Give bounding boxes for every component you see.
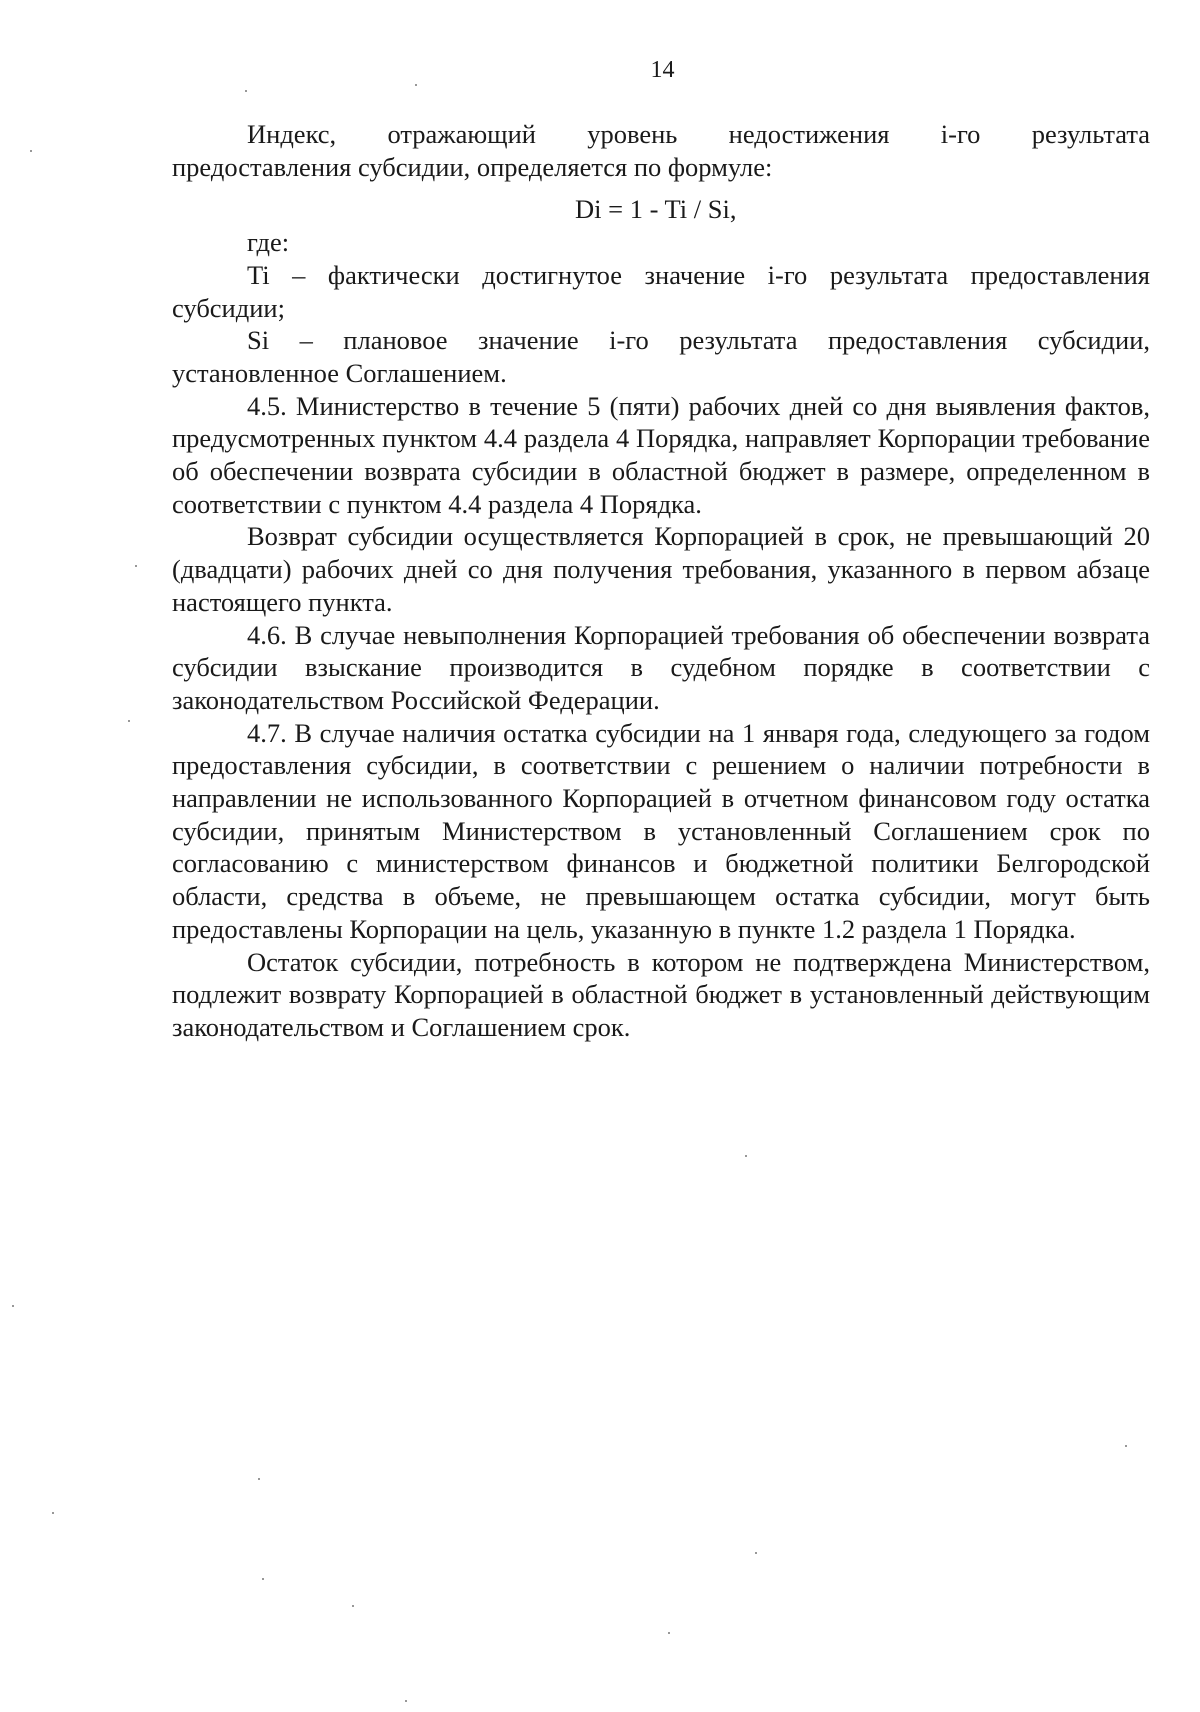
scan-speck — [352, 1605, 354, 1607]
scan-speck — [755, 1552, 757, 1554]
scan-speck — [135, 565, 137, 567]
formula: Di = 1 - Ti / Si, — [575, 194, 737, 225]
scan-speck — [262, 1578, 264, 1580]
paragraph-4-5: 4.5. Министерство в течение 5 (пяти) рабочих дней со дня выявления фактов, предусмотренных пунктом 4.4 раздела 4 Порядка, направляет Корпорации требование об обеспечении возврата субсидии в областной бюджет в размере, определенном в соответствии с пунктом 4.4 раздела 4 Порядка. — [172, 390, 1150, 519]
definition-ti: Ti – фактически достигнутое значение i-го результата предоставления субсидии; — [172, 259, 1150, 323]
scan-speck — [745, 1155, 747, 1157]
paragraph-4-6: 4.6. В случае невыполнения Корпорацией требования об обеспечении возврата субсидии взыскание производится в судебном порядке в соответствии с законодательством Российской Федерации. — [172, 619, 1150, 715]
paragraph-4-7: 4.7. В случае наличия остатка субсидии на 1 января года, следующего за годом предоставления субсидии, в соответствии с решением о наличии потребности в направлении не использованного Корпорацией в отчетном финансовом году остатка субсидии, принятым Министерством в установленный Соглашением срок по согласованию с министерством финансов и бюджетной политики Белгородской области, средства в объеме, не превышающем остатка субсидии, могут быть предоставлены Корпорации на цель, указанную в пункте 1.2 раздела 1 Порядка. — [172, 717, 1150, 944]
scan-speck — [12, 1305, 14, 1307]
scan-speck — [405, 1700, 407, 1702]
scan-speck — [245, 90, 247, 92]
paragraph-index-intro-line2: предоставления субсидии, определяется по формуле: — [172, 151, 773, 182]
where-label: где: — [247, 227, 290, 258]
scan-speck — [128, 720, 130, 722]
document-body — [172, 118, 1150, 1044]
scan-speck — [1125, 1445, 1127, 1447]
scan-speck — [30, 150, 32, 152]
definition-si: Si – плановое значение i-го результата предоставления субсидии, установленное Соглашением. — [172, 325, 1150, 388]
scan-speck — [415, 84, 417, 86]
paragraph-index-intro-line1: Индекс, отражающий уровень недостижения i-го результата — [247, 119, 1150, 149]
scan-speck — [258, 1478, 260, 1480]
paragraph-return: Возврат субсидии осуществляется Корпорацией в срок, не превышающий 20 (двадцати) рабочих дней со дня получения требования, указанного в первом абзаце настоящего пункта. — [172, 521, 1150, 617]
page-number: 14 — [650, 57, 675, 83]
scan-speck — [52, 1512, 54, 1514]
scan-speck — [668, 1632, 670, 1634]
paragraph-remainder: Остаток субсидии, потребность в котором не подтверждена Министерством, подлежит возврату Корпорацией в областной бюджет в установленный действующим законодательством и Соглашением срок. — [172, 946, 1150, 1042]
